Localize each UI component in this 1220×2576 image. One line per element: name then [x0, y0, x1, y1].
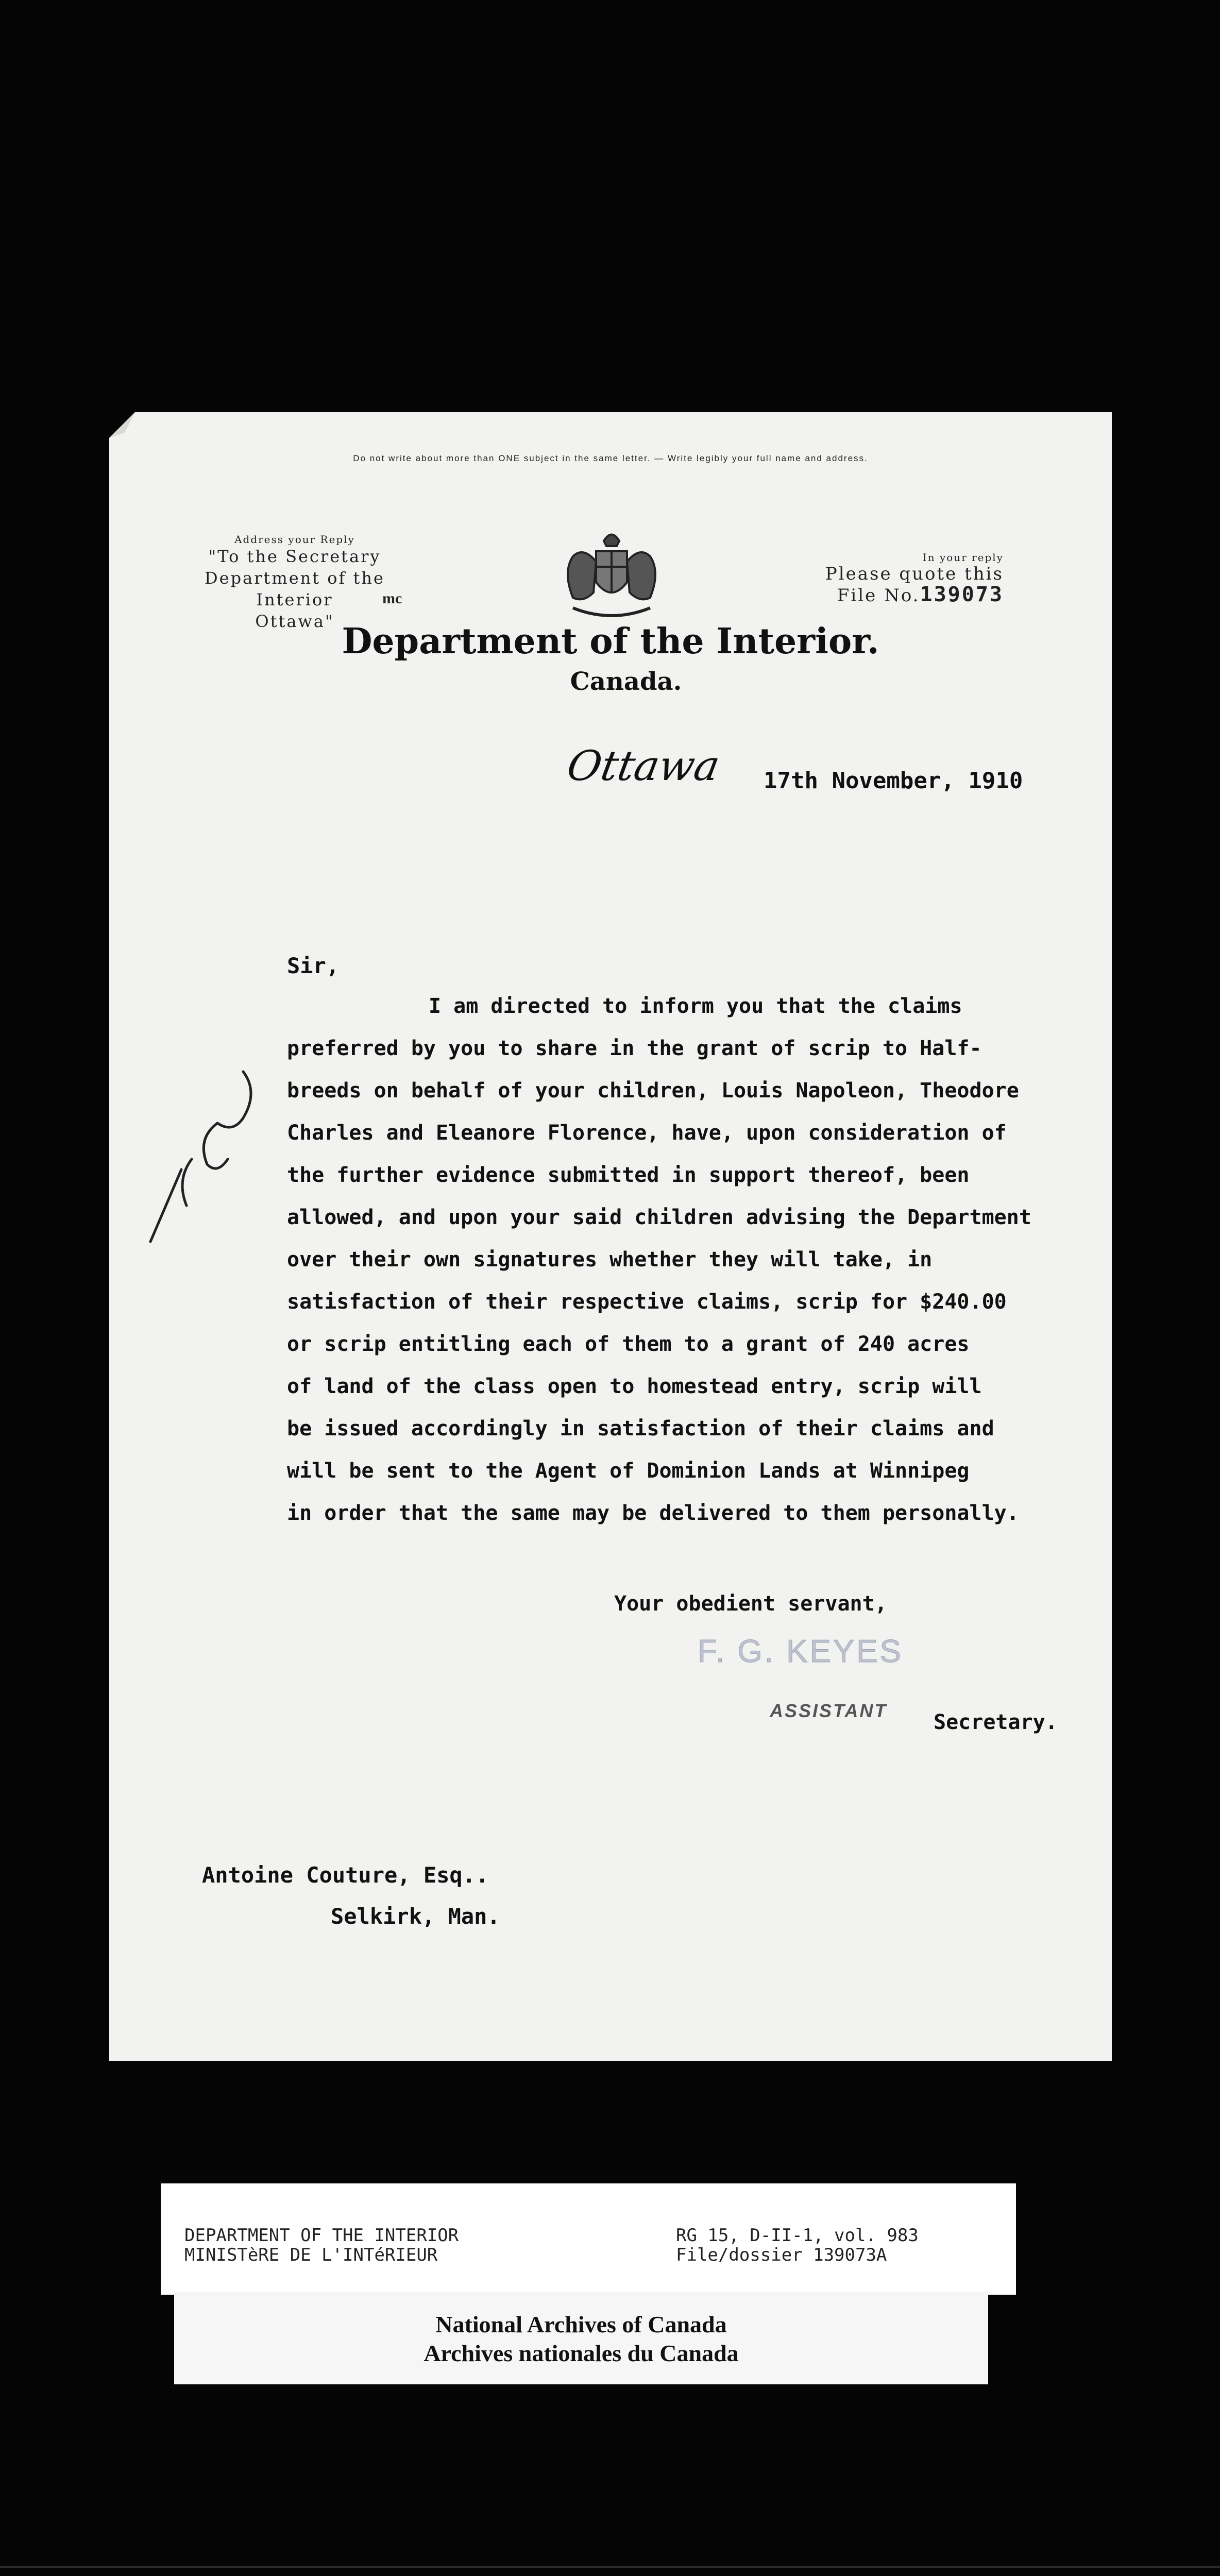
clerk-initials: mc [382, 590, 402, 607]
body-line: breeds on behalf of your children, Louis Napoleon, Theodore [287, 1079, 1019, 1103]
file-label: File No. [837, 585, 920, 606]
address-line: Ottawa" [255, 612, 334, 631]
archives-name-french: Archives nationales du Canada [423, 2340, 739, 2366]
folded-corner-icon [109, 412, 135, 438]
body-line: will be sent to the Agent of Dominion Lands at Winnipeg [287, 1459, 970, 1483]
letter-page [109, 412, 1112, 2061]
file-reference: File/dossier 139073A [676, 2245, 887, 2265]
reply-address-block [166, 533, 423, 632]
archives-label [174, 2292, 988, 2384]
signature-stamp: F. G. KEYES [698, 1634, 903, 1669]
quote-line: Please quote this [825, 564, 1004, 584]
body-line: over their own signatures whether they will take, in [287, 1248, 933, 1272]
film-edge-rule [0, 2566, 1220, 2568]
closing: Your obedient servant, [614, 1592, 887, 1616]
dept-english: DEPARTMENT OF THE INTERIOR [184, 2225, 459, 2246]
salutation: Sir, [287, 953, 340, 978]
place-of-writing: Ottawa [563, 742, 723, 790]
file-number-line [808, 584, 1004, 606]
body-line: allowed, and upon your said children advising the Department [287, 1206, 1031, 1229]
body-line: in order that the same may be delivered to them personally. [287, 1501, 1019, 1525]
body-line: preferred by you to share in the grant of scrip to Half- [287, 1037, 982, 1060]
letterhead-notice: Do not write about more than ONE subject in the same letter. — Write legibly your full name and address. [353, 453, 868, 463]
body-line: or scrip entitling each of them to a grant of 240 acres [287, 1332, 970, 1356]
body-line: be issued accordingly in satisfaction of their claims and [287, 1417, 994, 1440]
file-number: 139073 [920, 583, 1004, 606]
body-line: Charles and Eleanore Florence, have, upon consideration of [287, 1121, 1007, 1145]
letter-date: 17th November, 1910 [764, 768, 1023, 794]
department-title: Department of the Interior. [342, 621, 879, 662]
archives-name [174, 2310, 988, 2368]
body-line: of land of the class open to homestead entry, scrip will [287, 1375, 982, 1398]
address-line: "To the Secretary [208, 547, 381, 566]
body-line: I am directed to inform you that the claims [429, 994, 962, 1018]
signatory-title: Secretary. [934, 1710, 1058, 1734]
record-group-reference: RG 15, D-II-1, vol. 983 [676, 2225, 919, 2246]
dept-french: MINISTèRE DE L'INTéRIEUR [184, 2245, 438, 2265]
addressee-town: Selkirk, Man. [331, 1904, 500, 1929]
address-line: Department of the Interior [205, 568, 385, 609]
body-line: the further evidence submitted in support thereof, been [287, 1163, 970, 1187]
address-label: Address your Reply [234, 533, 355, 546]
assistant-stamp: ASSISTANT [770, 1700, 888, 1721]
handwritten-margin-note [130, 1051, 264, 1247]
addressee-name: Antoine Couture, Esq.. [202, 1862, 489, 1888]
archive-reference-card [161, 2183, 1016, 2295]
body-line: satisfaction of their respective claims, scrip for $240.00 [287, 1290, 1007, 1314]
archives-name-english: National Archives of Canada [435, 2311, 727, 2337]
royal-coat-of-arms-icon [552, 526, 671, 623]
country-title: Canada. [570, 667, 682, 696]
quote-file-block [808, 551, 1004, 606]
reply-label: In your reply [922, 551, 1004, 564]
